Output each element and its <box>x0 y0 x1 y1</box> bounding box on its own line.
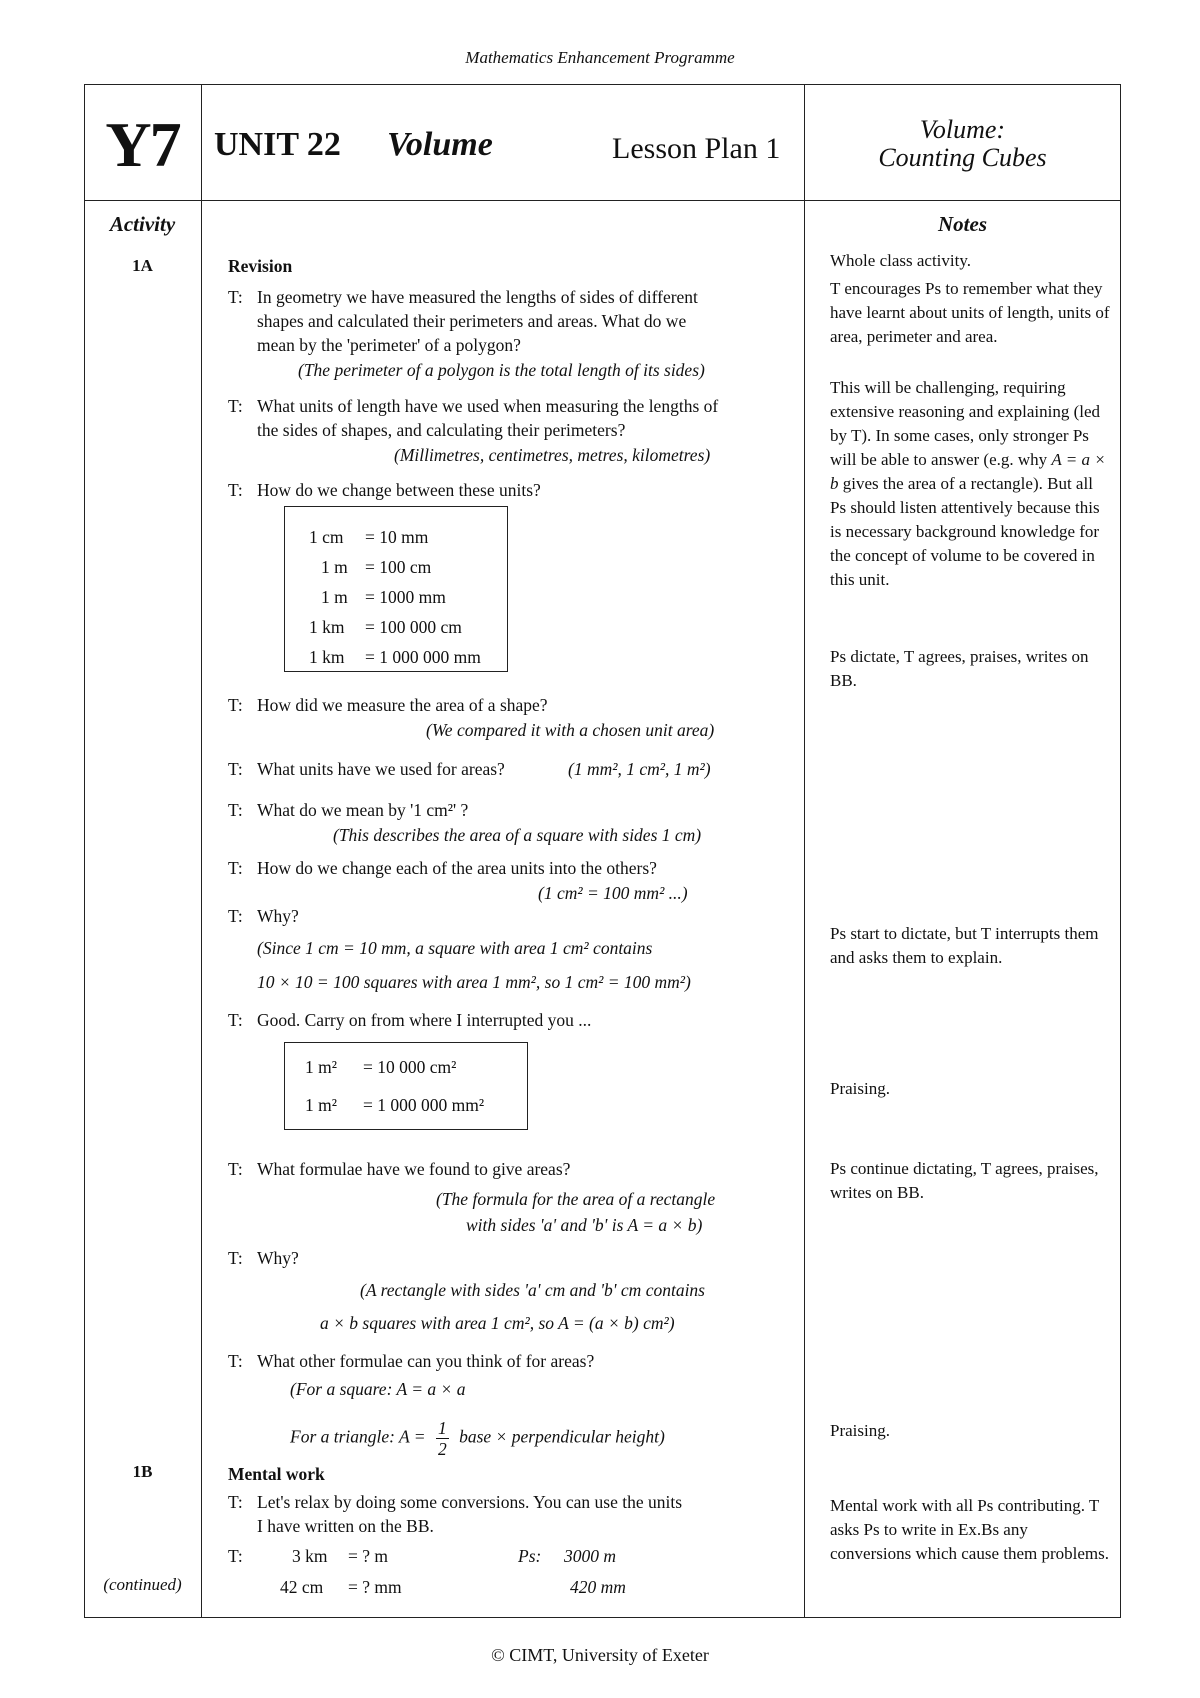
question-5: What units have we used for areas? <box>257 759 505 779</box>
question-4: How did we measure the area of a shape? <box>257 695 548 715</box>
t-marker: T: <box>228 759 243 779</box>
note-whole-class: Whole class activity. <box>830 251 971 270</box>
question-8: Why? <box>257 906 299 926</box>
year-label: Y7 <box>105 109 180 180</box>
box-row: 1 m² = 1 000 000 mm² <box>305 1095 485 1115</box>
revision-heading: Revision <box>228 256 293 276</box>
question-2: What units of length have we used when measuring the lengths of the sides of shapes, and calculating their perimeters? <box>257 396 719 440</box>
box-row: 1 km = 100 000 cm <box>309 617 462 637</box>
t-marker: T: <box>228 906 243 926</box>
question-1: In geometry we have measured the lengths of sides of different shapes and calculated their perimeters and areas. What do we mean by the 'perimeter' of a polygon? <box>257 287 698 355</box>
t-marker: T: <box>228 1248 243 1268</box>
question-10: What formulae have we found to give areas? <box>257 1159 571 1179</box>
question-9: Good. Carry on from where I interrupted you ... <box>257 1010 592 1030</box>
question-3: How do we change between these units? <box>257 480 541 500</box>
notes-column-heading: Notes <box>938 212 987 236</box>
answer-2: (Millimetres, centimetres, metres, kilometres) <box>394 445 711 465</box>
continued-label: (continued) <box>103 1575 182 1594</box>
answer-4: (We compared it with a chosen unit area) <box>426 720 715 740</box>
note-praising: Praising. <box>830 1079 890 1098</box>
t-marker: T: <box>228 287 243 307</box>
t-marker: T: <box>228 1492 243 1512</box>
note-challenging: This will be challenging, requiring extensive reasoning and explaining (led by T). In some cases, only stronger Ps will be able to answer (e.g. why A = a × b gives the area of a rectangle). But all Ps should listen attentively because this is necessary background knowledge for the concept of volume to be covered in this unit. <box>830 378 1106 589</box>
t-marker: T: <box>228 695 243 715</box>
t-marker: T: <box>228 396 243 416</box>
answer-11-line-2: a × b squares with area 1 cm², so A = (a × b) cm²) <box>320 1313 675 1333</box>
lesson-plan-label: Lesson Plan 1 <box>612 132 781 165</box>
note-praising: Praising. <box>830 1421 890 1440</box>
question-12: What other formulae can you think of for areas? <box>257 1351 595 1371</box>
mental-question-1: Let's relax by doing some conversions. You can use the units I have written on the BB. <box>257 1492 683 1536</box>
t-marker: T: <box>228 1010 243 1030</box>
t-marker: T: <box>228 1546 243 1566</box>
length-units-box <box>284 506 508 672</box>
t-marker: T: <box>228 480 243 500</box>
unit-number: UNIT 22 <box>214 126 341 163</box>
activity-column-heading: Activity <box>109 212 176 236</box>
title-divider <box>84 200 1121 201</box>
mental-work-heading: Mental work <box>228 1464 325 1484</box>
copyright-footer: © CIMT, University of Exeter <box>491 1645 709 1665</box>
note-interrupts: Ps start to dictate, but T interrupts them and asks them to explain. <box>830 924 1099 967</box>
column-divider-activity <box>201 84 202 1618</box>
t-marker: T: <box>228 1351 243 1371</box>
activity-label-1a: 1A <box>132 256 153 275</box>
note-continue-dictating: Ps continue dictating, T agrees, praises, writes on BB. <box>830 1159 1099 1202</box>
unit-name: Volume <box>387 126 493 163</box>
box-row: 1 km = 1 000 000 mm <box>309 647 481 667</box>
answer-8-line-1: (Since 1 cm = 10 mm, a square with area 1 cm² contains <box>257 938 653 958</box>
box-row: 1 m² = 10 000 cm² <box>305 1057 457 1077</box>
lesson-subtitle: Volume: Counting Cubes <box>878 115 1047 172</box>
answer-8-line-2: 10 × 10 = 100 squares with area 1 mm², so 1 cm² = 100 mm²) <box>257 972 691 992</box>
activity-label-1b: 1B <box>132 1462 153 1481</box>
t-marker: T: <box>228 858 243 878</box>
answer-1: (The perimeter of a polygon is the total length of its sides) <box>298 360 705 380</box>
answer-12-line-1: (For a square: A = a × a <box>290 1379 466 1399</box>
box-row: 1 m = 1000 mm <box>321 587 446 607</box>
note-encourages: T encourages Ps to remember what they have learnt about units of length, units of area, perimeter and area. <box>830 279 1110 346</box>
note-mental-work: Mental work with all Ps contributing. T asks Ps to write in Ex.Bs any conversions which cause them problems. <box>830 1496 1110 1563</box>
answer-10-line-2: with sides 'a' and 'b' is A = a × b) <box>466 1215 703 1235</box>
question-6: What do we mean by '1 cm²' ? <box>257 800 469 820</box>
conversion-row-1: 3 km = ? m Ps: 3000 m <box>292 1546 617 1566</box>
answer-6: (This describes the area of a square with sides 1 cm) <box>333 825 702 845</box>
column-divider-notes <box>804 84 805 1618</box>
answer-12-line-2: For a triangle: A = $\frac{1}{2}$ base × perpendicular height) <box>290 1418 665 1459</box>
question-7: How do we change each of the area units into the others? <box>257 858 657 878</box>
running-header: Mathematics Enhancement Programme <box>465 48 735 67</box>
conversion-row-2: 42 cm = ? mm 420 mm <box>280 1577 626 1597</box>
area-units-box <box>284 1042 528 1130</box>
note-ps-dictate: Ps dictate, T agrees, praises, writes on BB. <box>830 647 1089 690</box>
answer-7: (1 cm² = 100 mm² ...) <box>538 883 688 903</box>
fraction-one-half: $\frac{1}{2}$ <box>437 1418 447 1459</box>
t-marker: T: <box>228 1159 243 1179</box>
answer-10-line-1: (The formula for the area of a rectangle <box>436 1189 716 1209</box>
answer-11-line-1: (A rectangle with sides 'a' cm and 'b' cm contains <box>360 1280 705 1300</box>
box-row: 1 m = 100 cm <box>321 557 432 577</box>
t-marker: T: <box>228 800 243 820</box>
box-row: 1 cm = 10 mm <box>309 527 429 547</box>
question-11: Why? <box>257 1248 299 1268</box>
answer-5: (1 mm², 1 cm², 1 m²) <box>568 759 711 779</box>
